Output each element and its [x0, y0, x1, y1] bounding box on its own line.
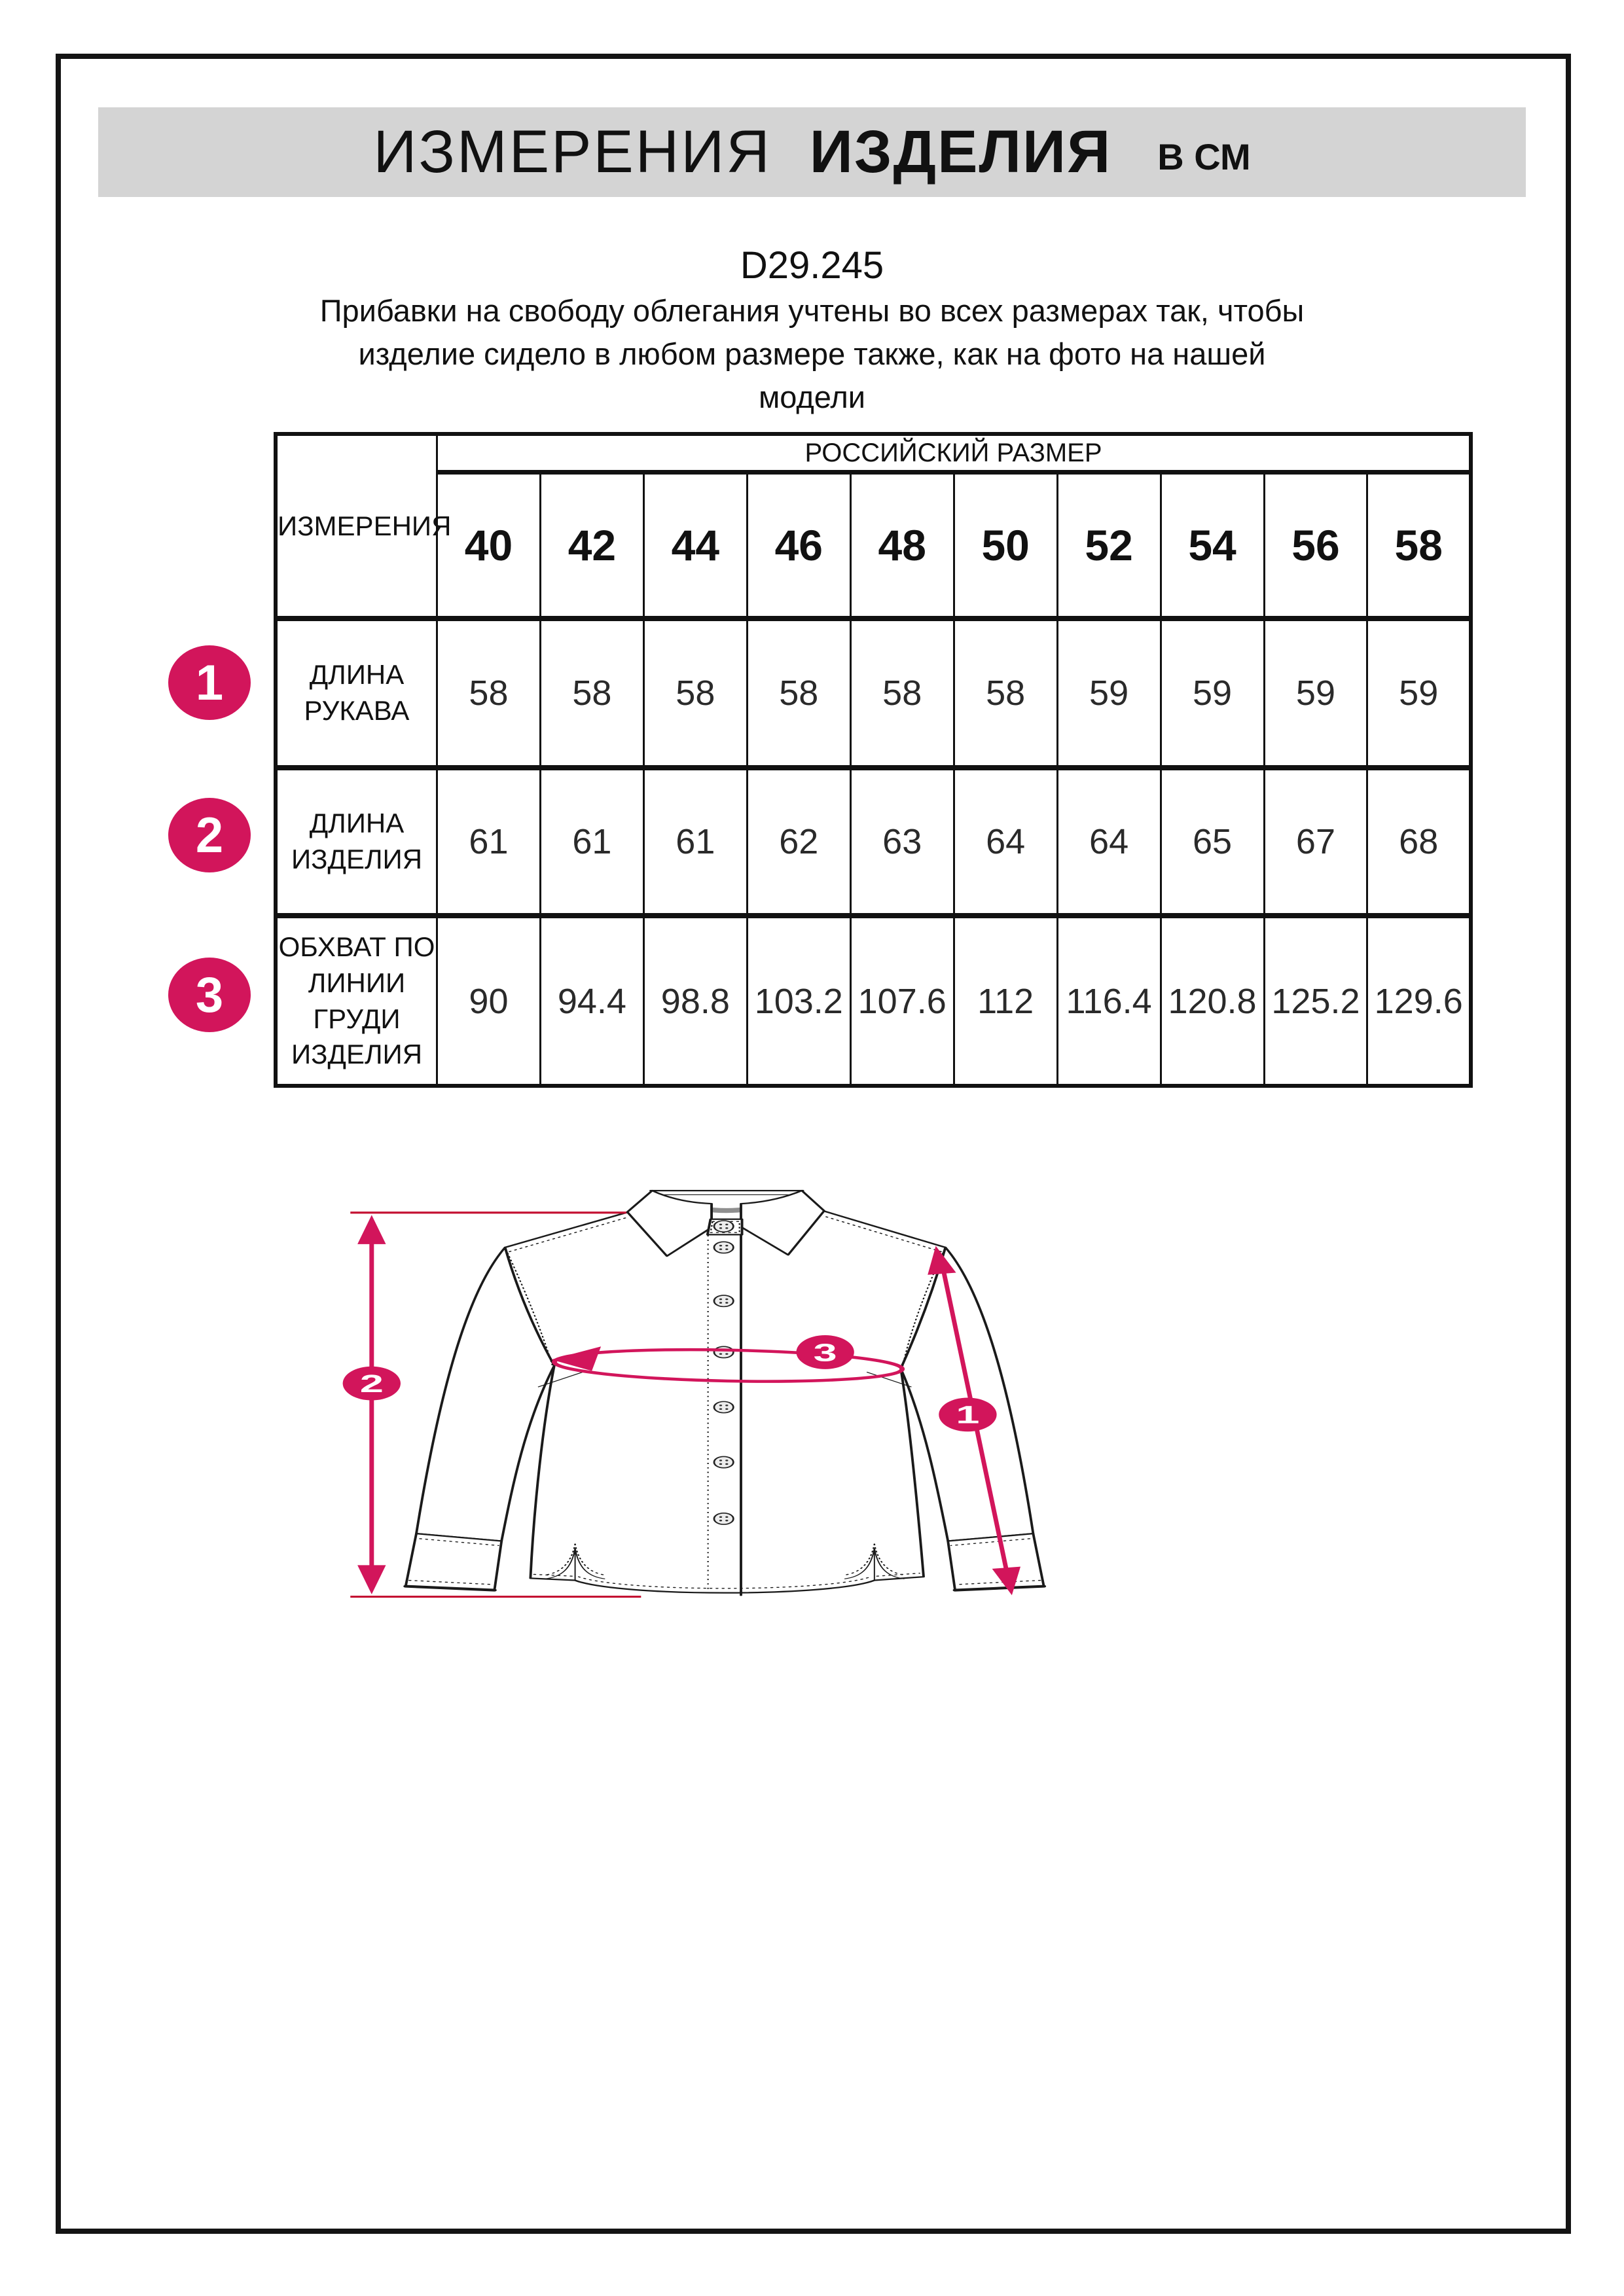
- fit-note-line: изделие сидело в любом размере также, как на фото на нашей: [358, 336, 1266, 371]
- russian-size-header: РОССИЙСКИЙ РАЗМЕР: [437, 434, 1471, 473]
- measurement-value: 61: [437, 768, 541, 916]
- measurement-value: 68: [1367, 768, 1471, 916]
- button-icon: [714, 1346, 733, 1357]
- button-icon: [714, 1242, 733, 1253]
- measurement-value: 67: [1264, 768, 1367, 916]
- fit-note: [0, 289, 1624, 419]
- size-column-header: 42: [540, 473, 643, 619]
- fit-note-line: модели: [758, 380, 866, 414]
- measurement-row: [276, 916, 1471, 1086]
- size-column-header: 46: [747, 473, 850, 619]
- measurement-row: [276, 619, 1471, 768]
- title-banner: [98, 107, 1526, 197]
- measurement-value: 63: [850, 768, 954, 916]
- title-word-measurements: ИЗМЕРЕНИЯ: [373, 118, 772, 185]
- measurement-value: 61: [643, 768, 747, 916]
- measurement-value: 58: [954, 619, 1057, 768]
- marker-1-label: 1: [956, 1401, 980, 1429]
- measurement-value: 94.4: [540, 916, 643, 1086]
- shirt-diagram: [295, 1178, 1309, 2160]
- left-cuff: [406, 1534, 501, 1590]
- measurement-row: [276, 768, 1471, 916]
- size-column-header: 58: [1367, 473, 1471, 619]
- measurement-value: 59: [1057, 619, 1161, 768]
- table-body: [276, 619, 1471, 1086]
- size-row: [276, 473, 1471, 619]
- size-table: [274, 432, 1473, 1088]
- length-arrowhead-down: [357, 1565, 386, 1594]
- button-icon: [714, 1221, 733, 1232]
- measurement-value: 58: [850, 619, 954, 768]
- measurement-value: 59: [1264, 619, 1367, 768]
- measurement-value: 129.6: [1367, 916, 1471, 1086]
- measurement-label: ОБХВАТ ПО ЛИНИИ ГРУДИ ИЗДЕЛИЯ: [276, 916, 437, 1086]
- measurement-value: 116.4: [1057, 916, 1161, 1086]
- measurement-value: 61: [540, 768, 643, 916]
- row-badge-3: 3: [168, 958, 251, 1032]
- size-column-header: 40: [437, 473, 541, 619]
- button-icon: [714, 1513, 733, 1524]
- button-icon: [714, 1295, 733, 1306]
- row-badge-1: 1: [168, 645, 251, 720]
- size-column-header: 48: [850, 473, 954, 619]
- measurement-value: 64: [1057, 768, 1161, 916]
- measurement-value: 90: [437, 916, 541, 1086]
- measurement-value: 62: [747, 768, 850, 916]
- measurement-value: 58: [437, 619, 541, 768]
- size-column-header: 50: [954, 473, 1057, 619]
- measurement-value: 59: [1161, 619, 1264, 768]
- right-cuff: [948, 1534, 1043, 1590]
- group-header-row: [276, 434, 1471, 473]
- size-column-header: 52: [1057, 473, 1161, 619]
- product-code: D29.245: [740, 244, 884, 287]
- corner-header: ИЗМЕРЕНИЯ: [276, 434, 437, 619]
- measurement-value: 65: [1161, 768, 1264, 916]
- measurement-value: 58: [540, 619, 643, 768]
- title-units: В СМ: [1157, 136, 1251, 177]
- title-word-product: ИЗДЕЛИЯ: [809, 118, 1112, 185]
- measurement-value: 112: [954, 916, 1057, 1086]
- measurement-value: 64: [954, 768, 1057, 916]
- button-icon: [714, 1456, 733, 1467]
- measurement-label: ДЛИНА ИЗДЕЛИЯ: [276, 768, 437, 916]
- measurement-value: 58: [747, 619, 850, 768]
- marker-2-label: 2: [359, 1370, 384, 1398]
- measurement-value: 125.2: [1264, 916, 1367, 1086]
- size-table-head: [276, 434, 1471, 619]
- size-column-header: 56: [1264, 473, 1367, 619]
- button-icon: [714, 1401, 733, 1412]
- size-column-header: 44: [643, 473, 747, 619]
- measurement-label: ДЛИНА РУКАВА: [276, 619, 437, 768]
- measurement-value: 98.8: [643, 916, 747, 1086]
- length-arrowhead-up: [357, 1215, 386, 1244]
- fit-note-line: Прибавки на свободу облегания учтены во всех размерах так, чтобы: [319, 293, 1305, 328]
- measurement-value: 120.8: [1161, 916, 1264, 1086]
- marker-3-label: 3: [813, 1338, 837, 1367]
- row-badge-2: 2: [168, 798, 251, 872]
- measurement-value: 103.2: [747, 916, 850, 1086]
- measurement-value: 58: [643, 619, 747, 768]
- measurement-value: 59: [1367, 619, 1471, 768]
- size-column-header: 54: [1161, 473, 1264, 619]
- measurement-value: 107.6: [850, 916, 954, 1086]
